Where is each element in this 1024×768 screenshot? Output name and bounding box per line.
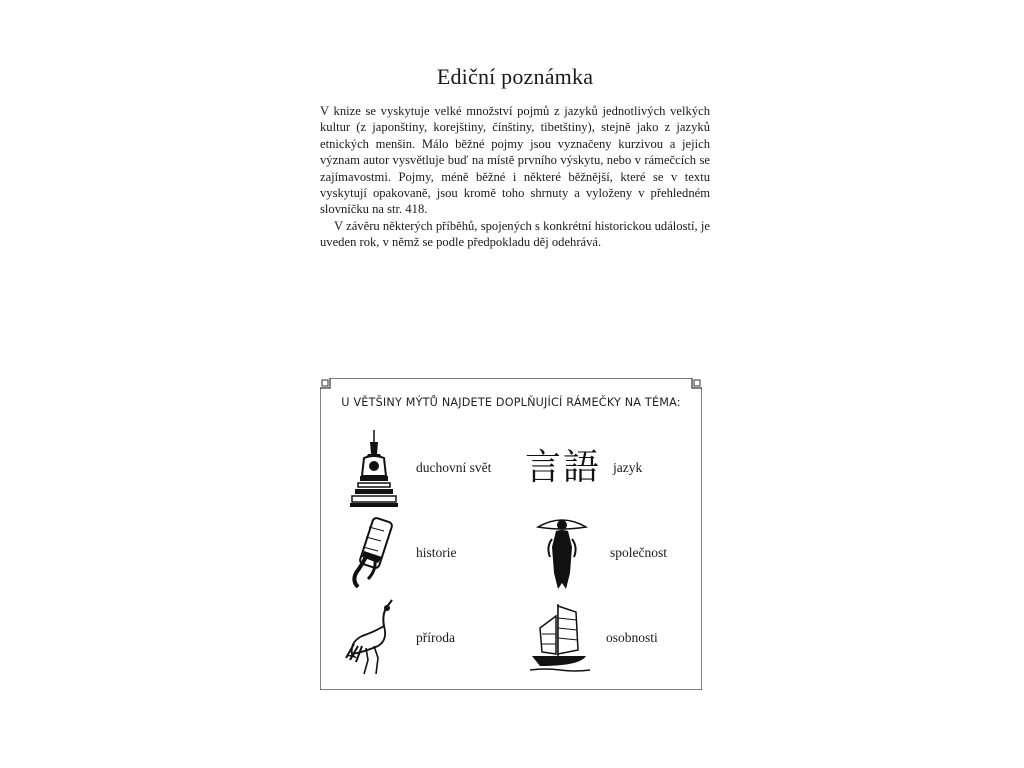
topic-label: historie (416, 545, 457, 560)
page-title: Ediční poznámka (436, 64, 594, 89)
person-with-hat-icon (532, 513, 592, 593)
topic-spiritual-world (344, 428, 491, 508)
stupa-icon (344, 428, 404, 508)
topic-label: duchovní svět (416, 460, 492, 475)
topic-label: společnost (610, 545, 667, 560)
chinese-characters-icon: 言語 (525, 447, 602, 488)
topic-label: osobnosti (606, 630, 658, 645)
topic-history (344, 513, 457, 593)
edition-note-text (320, 103, 710, 251)
topic-personalities (530, 598, 658, 678)
crane-bird-icon (344, 598, 404, 678)
topic-language (525, 428, 642, 508)
junk-ship-icon (530, 598, 590, 678)
paragraph: V závěru některých příběhů, spojených s konkrétní historickou událostí, je uveden rok, v němž se podle předpokladu děj odehrává. (320, 218, 710, 250)
topics-box (320, 378, 702, 690)
paragraph: V knize se vyskytuje velké množství pojmů z jazyků jednotlivých velkých kultur (z japonštiny, korejštiny, čínštiny, tibetštiny), stejně jako z jazyků etnických menšin. Málo běžné pojmy jsou vyznačeny kurzivou a jejich význam autor vysvětluje buď na místě prvního výskytu, nebo v rámečcích se zajímavostmi. Pojmy, méně běžné i některé běžnější, které se v textu vyskytují opakovaně, jsou kromě toho shrnuty a vyloženy v přehledném slovníčku na str. 418. (320, 104, 710, 217)
topic-label: jazyk (613, 460, 643, 475)
scroll-icon (344, 513, 404, 593)
topic-label: příroda (416, 630, 455, 645)
topic-nature (344, 598, 455, 678)
topic-society (532, 513, 667, 593)
box-heading: U VĚTŠINY MÝTŮ NAJDETE DOPLŇUJÍCÍ RÁMEČKY NA TÉMA: (341, 396, 681, 409)
